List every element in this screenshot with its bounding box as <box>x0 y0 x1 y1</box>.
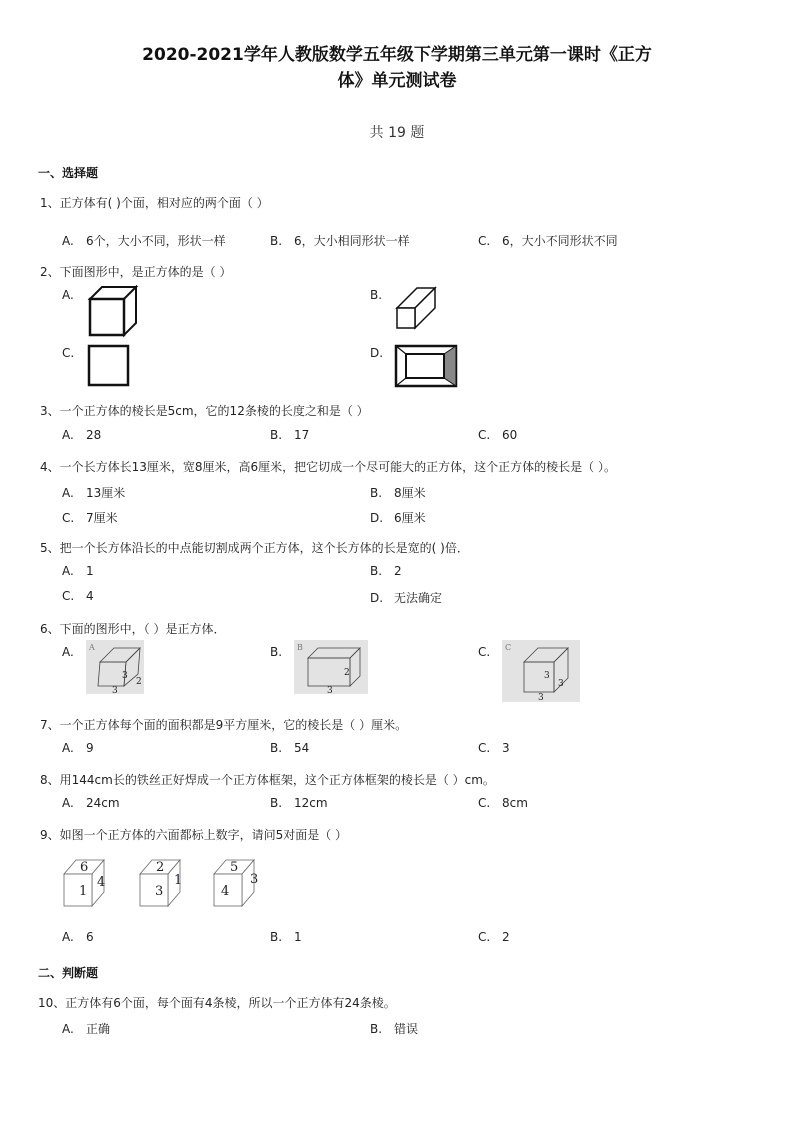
option-letter: A. <box>62 796 74 810</box>
q5-option-d[interactable] <box>370 589 442 606</box>
section-judge-heading: 二、判断题 <box>38 966 99 980</box>
q6-option-b[interactable] <box>270 645 282 659</box>
option-text: 4 <box>86 589 94 603</box>
q4-option-c[interactable] <box>62 509 118 526</box>
figure-label-bottom: 3 <box>112 686 118 694</box>
q8-option-c[interactable] <box>478 796 528 810</box>
option-letter: B. <box>270 645 283 659</box>
option-text: 3 <box>502 741 510 755</box>
option-text: 9 <box>86 741 94 755</box>
option-letter: A. <box>62 234 74 248</box>
q6-figure-c-photo <box>502 640 580 702</box>
q2-figure-c-square <box>86 343 132 389</box>
option-text: 1 <box>86 564 94 578</box>
figure-label-front: 3 <box>544 671 550 681</box>
option-text: 12cm <box>294 796 328 810</box>
q5-option-b[interactable] <box>370 564 402 578</box>
page-title-line1: 2020-2021学年人教版数学五年级下学期第三单元第一课时《正方 <box>142 45 652 65</box>
question-2: 2、下面图形中，是正方体的是（ ） <box>40 265 232 279</box>
option-text: 正确 <box>86 1022 111 1036</box>
section-choice-heading: 一、选择题 <box>38 166 99 180</box>
option-text: 8厘米 <box>394 486 426 500</box>
option-text: 2 <box>394 564 402 578</box>
option-letter: A. <box>62 428 74 442</box>
option-letter: C. <box>478 930 491 944</box>
option-letter: C. <box>478 428 491 442</box>
option-letter: A. <box>62 741 74 755</box>
option-text: 60 <box>502 428 518 442</box>
option-letter: B. <box>270 428 283 442</box>
option-letter: B. <box>370 1022 383 1036</box>
q1-option-b[interactable] <box>270 232 410 249</box>
q4-option-d[interactable] <box>370 509 426 526</box>
q6-figure-a-photo <box>86 640 144 694</box>
option-text: 6，大小相同形状一样 <box>294 234 410 248</box>
figure-label-front: 3 <box>122 671 128 681</box>
cube-top-number: 6 <box>80 860 89 875</box>
question-5: 5、把一个长方体沿长的中点能切割成两个正方体，这个长方体的长是宽的( )倍． <box>40 541 469 555</box>
figure-label-bottom: 3 <box>538 693 544 702</box>
option-letter: C. <box>62 589 75 603</box>
q7-option-b[interactable] <box>270 741 309 755</box>
option-letter: D. <box>370 591 384 605</box>
q6-option-a[interactable] <box>62 645 74 659</box>
option-letter: C. <box>478 234 491 248</box>
q2-option-d[interactable] <box>370 346 383 360</box>
figure-label-side: 2 <box>136 677 142 687</box>
q6-figure-b-photo <box>294 640 368 694</box>
figure-letter: A <box>89 643 95 652</box>
option-letter: D. <box>370 511 384 525</box>
option-letter: A. <box>62 564 74 578</box>
option-letter: A. <box>62 1022 74 1036</box>
figure-letter: B <box>297 643 303 652</box>
q2-figure-a-cube <box>86 285 142 339</box>
option-letter: B. <box>370 486 383 500</box>
option-letter: C. <box>478 741 491 755</box>
option-letter: C. <box>478 645 491 659</box>
q10-option-b[interactable] <box>370 1020 418 1037</box>
option-text: 1 <box>294 930 302 944</box>
q9-cube-2 <box>140 860 182 906</box>
q6-option-c[interactable] <box>478 645 490 659</box>
q2-option-a[interactable] <box>62 288 74 302</box>
q9-cubes-figure <box>60 856 290 912</box>
question-7: 7、一个正方体每个面的面积都是9平方厘米，它的棱长是（ ）厘米。 <box>40 718 408 732</box>
option-letter: B. <box>270 930 283 944</box>
q2-option-b[interactable] <box>370 288 382 302</box>
option-text: 2 <box>502 930 510 944</box>
option-letter: D. <box>370 346 384 360</box>
q4-option-a[interactable] <box>62 484 125 501</box>
q7-option-c[interactable] <box>478 741 510 755</box>
q9-cube-1 <box>64 860 105 906</box>
option-text: 8cm <box>502 796 528 810</box>
option-text: 6个，大小不同，形状一样 <box>86 234 226 248</box>
option-text: 7厘米 <box>86 511 118 525</box>
q3-option-a[interactable] <box>62 428 101 442</box>
cube-side-number: 4 <box>97 875 106 890</box>
option-letter: A. <box>62 288 74 302</box>
q1-option-a[interactable] <box>62 232 226 249</box>
cube-side-number: 3 <box>250 872 259 887</box>
option-letter: A. <box>62 486 74 500</box>
q2-option-c[interactable] <box>62 346 74 360</box>
option-letter: A. <box>62 645 74 659</box>
cube-front-number: 1 <box>79 884 88 899</box>
option-letter: C. <box>62 346 75 360</box>
q2-figure-d-frame <box>394 344 460 390</box>
option-text: 6 <box>86 930 94 944</box>
q5-option-c[interactable] <box>62 589 94 603</box>
question-1: 1、正方体有( )个面，相对应的两个面（ ） <box>40 196 269 210</box>
page-title-line2: 体》单元测试卷 <box>337 71 457 91</box>
option-letter: A. <box>62 930 74 944</box>
q9-option-b[interactable] <box>270 930 302 944</box>
q3-option-c[interactable] <box>478 428 517 442</box>
option-text: 无法确定 <box>394 591 443 605</box>
option-text: 错误 <box>394 1022 419 1036</box>
cube-front-number: 3 <box>155 884 164 899</box>
option-text: 17 <box>294 428 310 442</box>
option-letter: B. <box>270 741 283 755</box>
option-text: 24cm <box>86 796 120 810</box>
q10-option-a[interactable] <box>62 1020 110 1037</box>
option-letter: B. <box>270 796 283 810</box>
cube-top-number: 5 <box>230 860 239 875</box>
figure-letter: C <box>505 643 512 652</box>
option-text: 54 <box>294 741 310 755</box>
option-letter: B. <box>370 288 383 302</box>
option-text: 6厘米 <box>394 511 426 525</box>
question-3: 3、一个正方体的棱长是5cm，它的12条棱的长度之和是（ ） <box>40 404 369 418</box>
cube-front-number: 4 <box>221 884 230 899</box>
option-letter: B. <box>270 234 283 248</box>
q8-option-a[interactable] <box>62 796 120 810</box>
cube-top-number: 2 <box>156 860 165 875</box>
figure-label-bottom: 3 <box>327 686 333 694</box>
option-letter: B. <box>370 564 383 578</box>
option-text: 28 <box>86 428 102 442</box>
q1-option-c[interactable] <box>478 232 618 249</box>
question-4: 4、一个长方体长13厘米，宽8厘米，高6厘米，把它切成一个尽可能大的正方体，这个正方体的棱长是（ ）。 <box>40 460 616 474</box>
option-letter: C. <box>478 796 491 810</box>
option-text: 13厘米 <box>86 486 126 500</box>
question-10: 10、正方体有6个面，每个面有4条棱，所以一个正方体有24条棱。 <box>38 996 396 1010</box>
q2-figure-b-cuboid <box>395 286 439 330</box>
q3-option-b[interactable] <box>270 428 309 442</box>
q9-option-c[interactable] <box>478 930 510 944</box>
q8-option-b[interactable] <box>270 796 328 810</box>
question-6: 6、下面的图形中，（ ）是正方体． <box>40 622 226 636</box>
question-9: 9、如图一个正方体的六面都标上数字，请问5对面是（ ） <box>40 828 348 842</box>
option-letter: C. <box>62 511 75 525</box>
figure-label-side: 3 <box>558 679 564 689</box>
figure-label-front: 2 <box>344 668 350 678</box>
q7-option-a[interactable] <box>62 741 94 755</box>
question-count: 共 19 题 <box>369 125 425 141</box>
q9-cube-3 <box>214 860 258 906</box>
cube-side-number: 1 <box>174 873 183 888</box>
option-text: 6，大小不同形状不同 <box>502 234 618 248</box>
q9-option-a[interactable] <box>62 930 94 944</box>
question-8: 8、用144cm长的铁丝正好焊成一个正方体框架，这个正方体框架的棱长是（ ）cm。 <box>40 773 495 787</box>
q5-option-a[interactable] <box>62 564 94 578</box>
q4-option-b[interactable] <box>370 484 426 501</box>
